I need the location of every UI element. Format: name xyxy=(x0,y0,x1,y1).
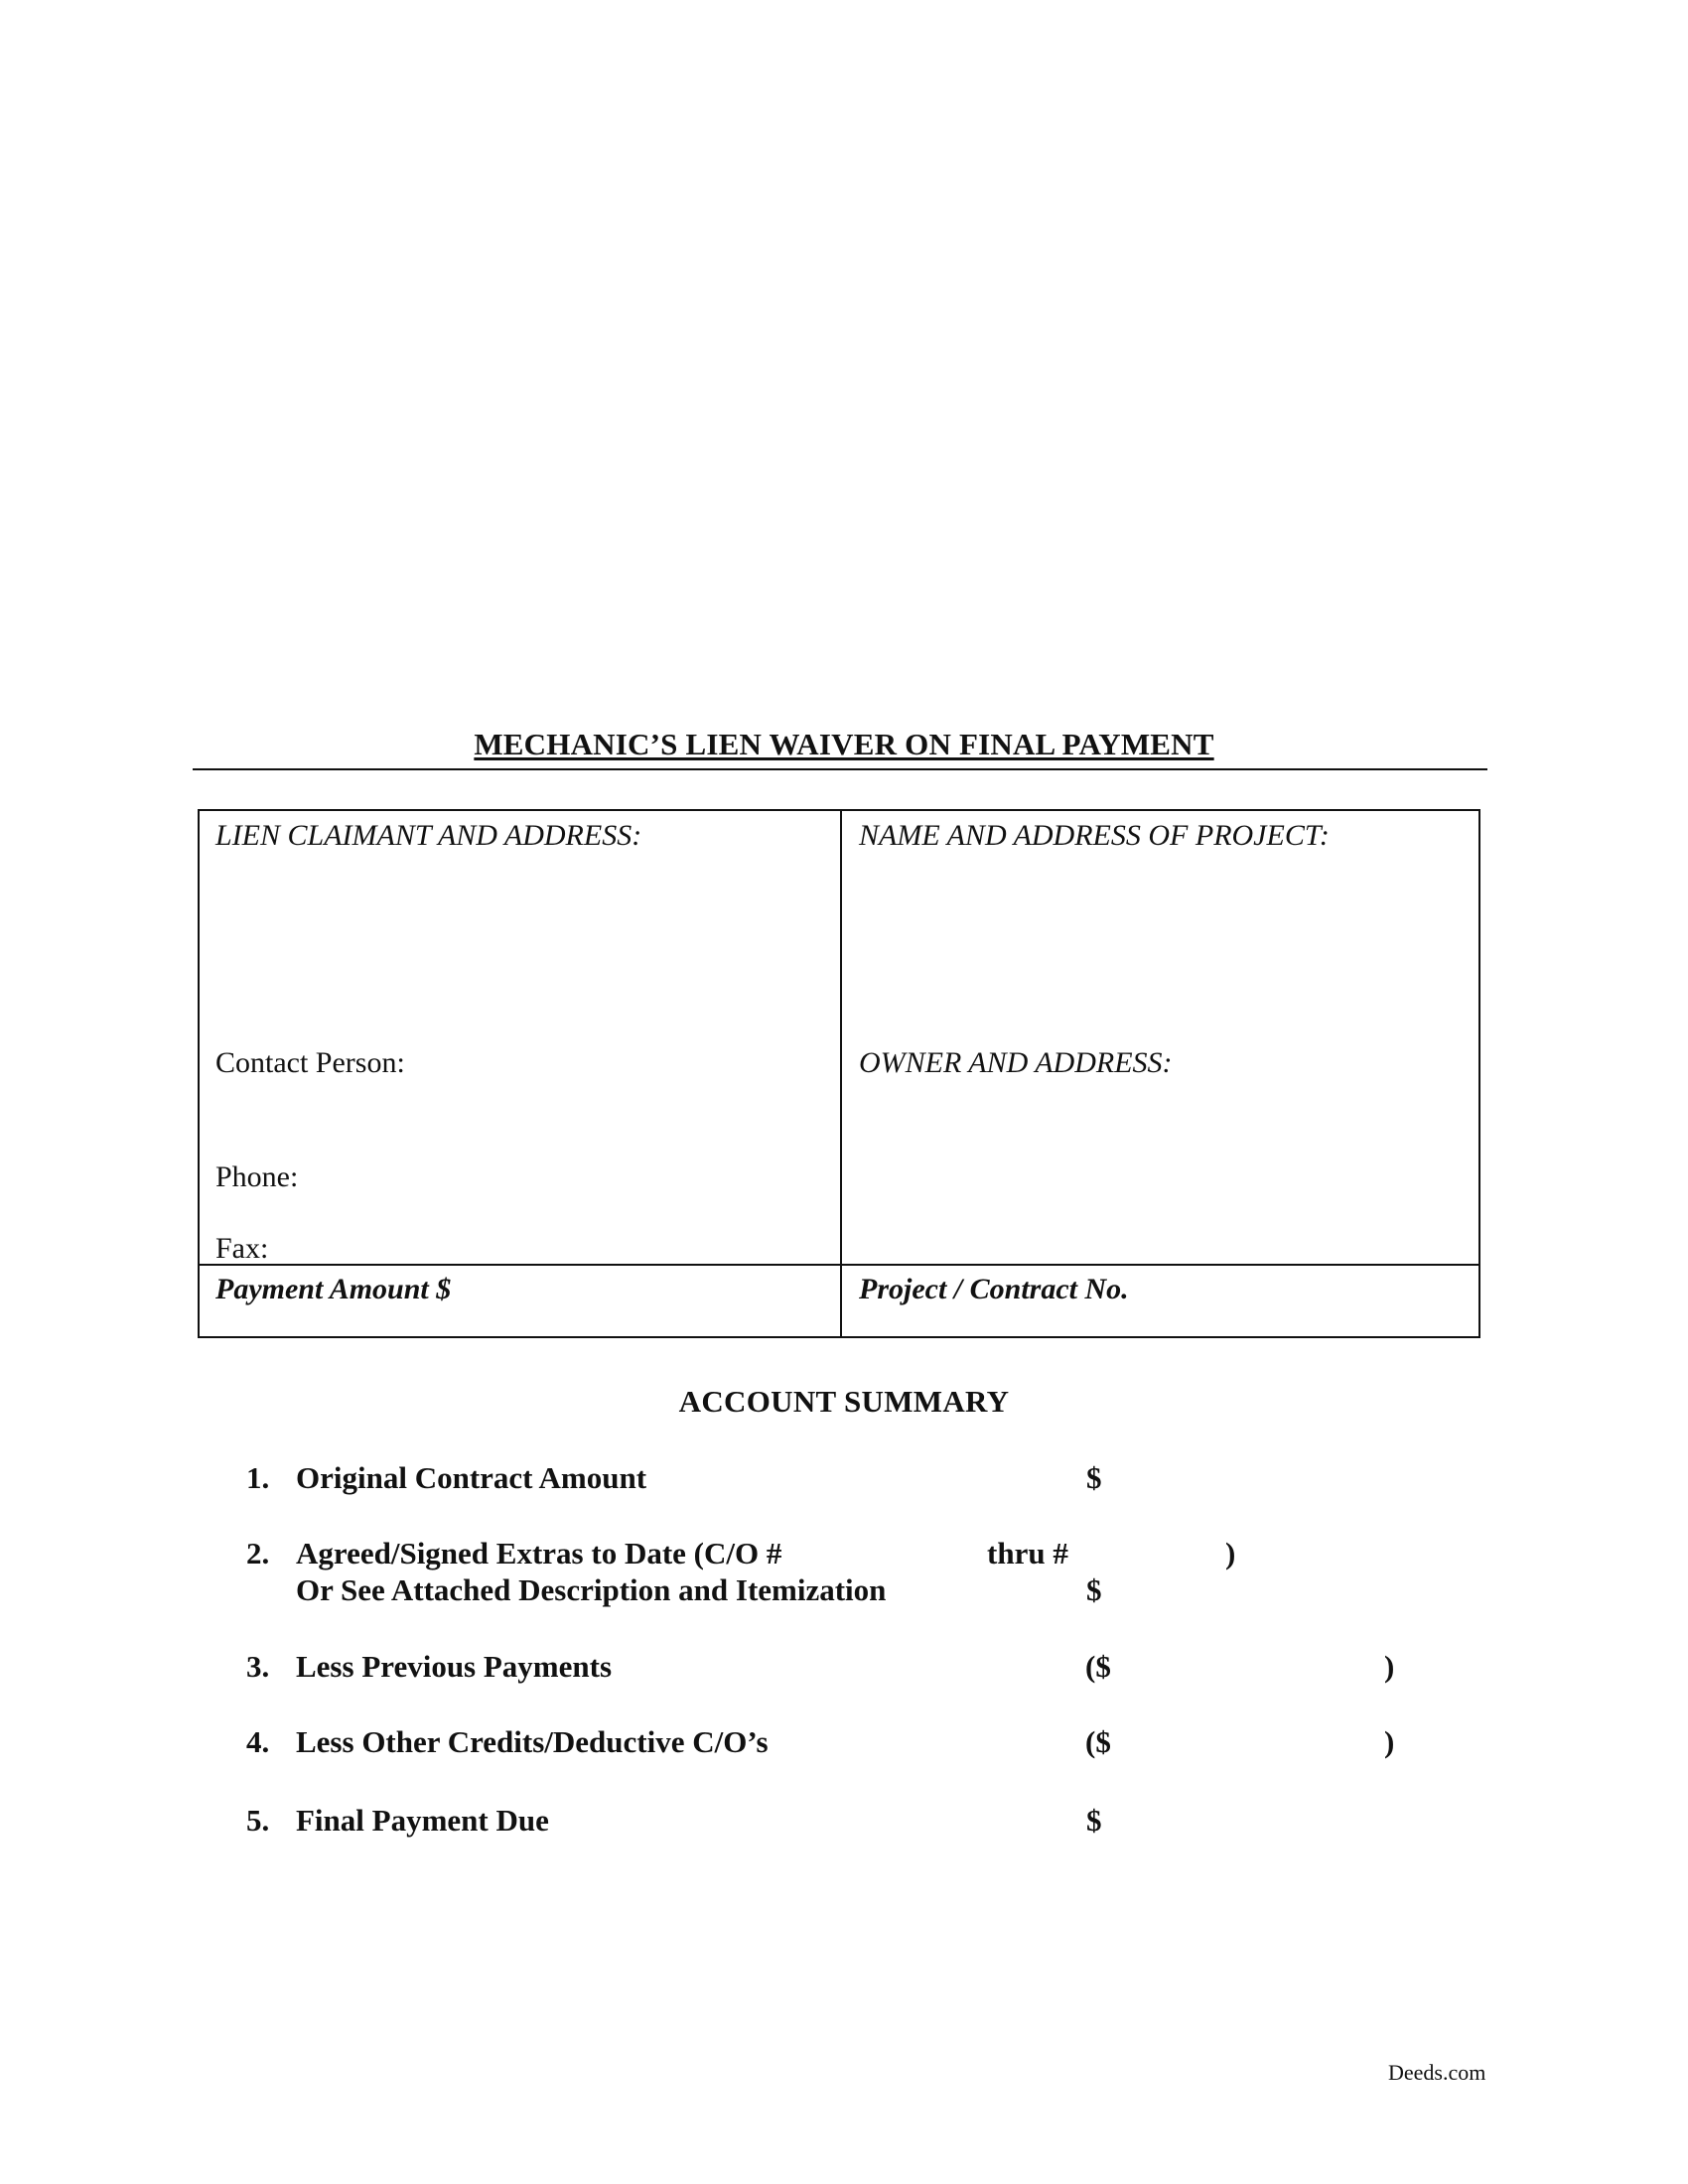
account-summary-heading: ACCOUNT SUMMARY xyxy=(678,1384,1010,1419)
summary-item-close: ) xyxy=(1225,1536,1236,1570)
summary-item-number: 4. xyxy=(246,1724,270,1759)
document-title: MECHANIC’S LIEN WAIVER ON FINAL PAYMENT xyxy=(474,727,1214,761)
summary-item-number: 5. xyxy=(246,1803,270,1838)
title-rule xyxy=(193,768,1487,770)
summary-item-label-line2: Or See Attached Description and Itemization xyxy=(296,1572,887,1607)
project-label: NAME AND ADDRESS OF PROJECT: xyxy=(859,819,1330,852)
box-divider-vertical xyxy=(840,811,842,1336)
summary-item-amount: $ xyxy=(1086,1572,1102,1607)
info-box xyxy=(198,809,1480,1338)
summary-item-label: Original Contract Amount xyxy=(296,1460,647,1495)
summary-item-label: Less Previous Payments xyxy=(296,1649,613,1684)
summary-item-label: Less Other Credits/Deductive C/O’s xyxy=(296,1724,769,1759)
lien-claimant-label: LIEN CLAIMANT AND ADDRESS: xyxy=(215,819,642,852)
project-contract-label: Project / Contract No. xyxy=(859,1273,1129,1305)
contact-person-label: Contact Person: xyxy=(215,1046,405,1079)
owner-label: OWNER AND ADDRESS: xyxy=(859,1046,1173,1079)
summary-item-amount: $ xyxy=(1086,1803,1102,1838)
summary-item-amount: $ xyxy=(1086,1460,1102,1495)
box-divider-horizontal xyxy=(200,1264,1478,1266)
summary-item-number: 3. xyxy=(246,1649,270,1684)
phone-label: Phone: xyxy=(215,1160,299,1193)
summary-item-number: 2. xyxy=(246,1536,270,1570)
summary-item-number: 1. xyxy=(246,1460,270,1495)
summary-item-amount: ($ xyxy=(1085,1649,1111,1684)
summary-item-close: ) xyxy=(1384,1724,1395,1759)
summary-item-label: Agreed/Signed Extras to Date (C/O # xyxy=(296,1536,782,1570)
summary-item-thru: thru # xyxy=(987,1536,1068,1570)
payment-amount-label: Payment Amount $ xyxy=(215,1273,452,1305)
summary-item-label: Final Payment Due xyxy=(296,1803,549,1838)
fax-label: Fax: xyxy=(215,1232,269,1265)
summary-item-amount: ($ xyxy=(1085,1724,1111,1759)
summary-item-close: ) xyxy=(1384,1649,1395,1684)
footer-brand: Deeds.com xyxy=(1388,2060,1486,2085)
